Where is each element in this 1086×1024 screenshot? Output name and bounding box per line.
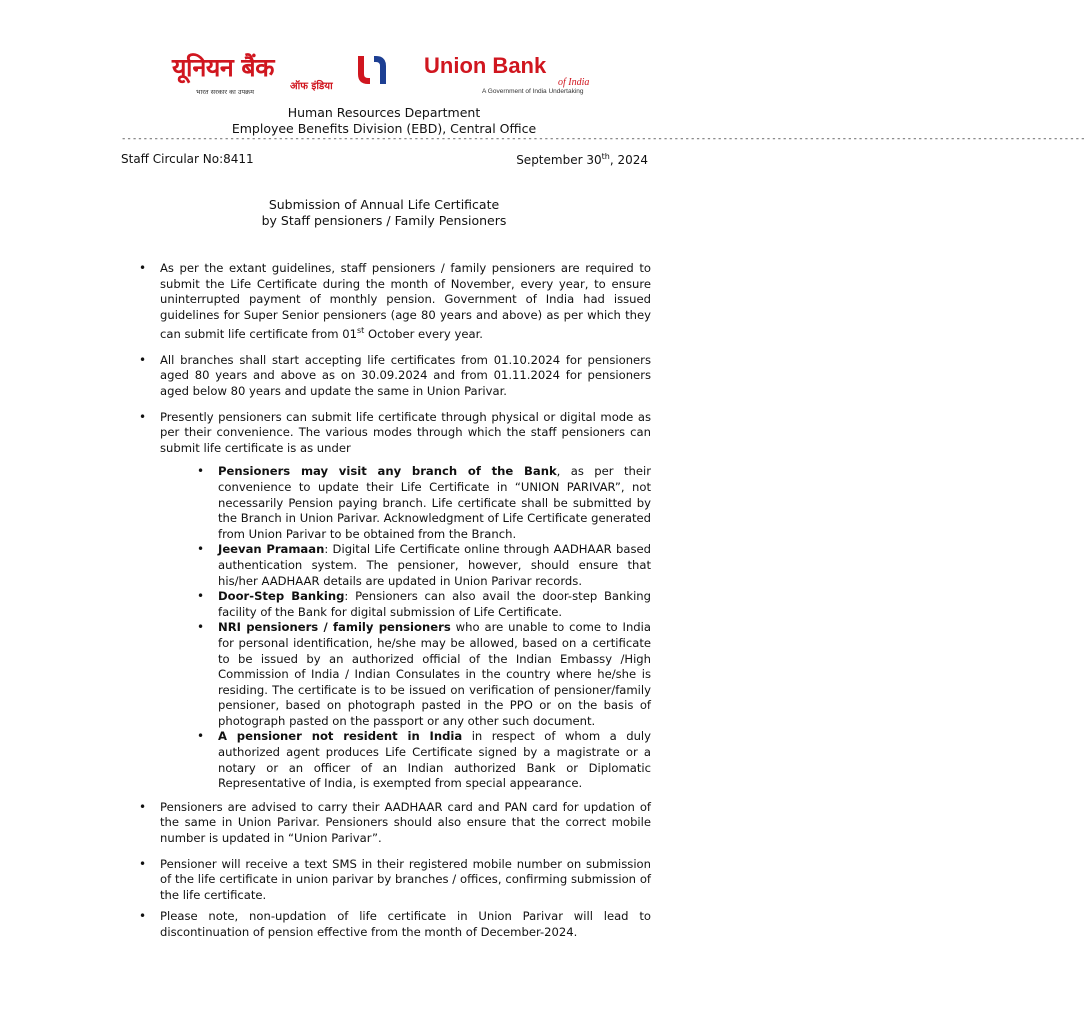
list-item xyxy=(139,410,651,792)
date-suffix: th xyxy=(601,152,610,161)
mode-item xyxy=(197,589,651,620)
mode-title: A pensioner not resident in India xyxy=(218,729,463,744)
bank-logo xyxy=(172,50,594,96)
logo-hindi-sub: ऑफ इंडिया xyxy=(290,81,333,92)
mode-text: : Pensioners can also avail the door-step Banking facility of the Bank for digital submission of Life Certificate. xyxy=(218,589,651,619)
mode-title: Door-Step Banking xyxy=(218,589,345,604)
point-1-text-end: October every year. xyxy=(364,327,483,342)
mode-title: Pensioners may visit any branch of the Bank xyxy=(218,464,557,479)
mode-text: , as per their convenience to update their Life Certificate in “UNION PARIVAR”, not necessarily Pension paying branch. Life certificate shall be submitted by the Branch in Union Parivar. Acknowledgment of Life Certificate generated from Union Parivar to be obtained from the Branch. xyxy=(218,464,651,541)
point-6-text: • Please note, non-updation of life certificate in Union Parivar will lead to discontinuation of pension effective from the month of December-2024. xyxy=(160,909,651,940)
list-item xyxy=(139,800,651,847)
circular-number xyxy=(121,152,254,166)
list-item xyxy=(139,857,651,904)
division-title: Employee Benefits Division (EBD), Central Office xyxy=(231,121,537,136)
subject-line-1: Submission of Annual Life Certificate xyxy=(268,197,500,212)
circular-body xyxy=(139,261,651,951)
mode-text: : Digital Life Certificate online through AADHAAR based authentication system. The pensioner, however, should ensure that his/her AADHAAR details are updated in Union Parivar records. xyxy=(218,542,652,588)
submission-modes-list xyxy=(139,464,651,791)
point-4-text: • Pensioners are advised to carry their AADHAAR card and PAN card for updation of the same in Union Parivar. Pensioners should also ensure that the correct mobile number is updated in “Union Parivar”. xyxy=(160,799,651,846)
mode-text: who are unable to come to India for personal identification, he/she may be allowed, based on a certificate to be issued by an authorized official of the Indian Embassy /High Commission of India / Indian Consulates in the country where he/she is residing. The certificate is to be issued on verification of pensioner/family pensioner, based on photograph pasted in the PPO or on the basis of photograph pasted on the passport or any other such document. xyxy=(218,620,651,728)
mode-item xyxy=(197,542,651,589)
point-5-text: • Pensioner will receive a text SMS in their registered mobile number on submission of the life certificate in union parivar by branches / offices, confirming submission of the life certificate. xyxy=(160,856,651,902)
logo-hindi-name: यूनियन बैंक xyxy=(172,53,274,82)
point-text xyxy=(160,261,651,343)
union-bank-emblem-icon xyxy=(352,52,392,88)
circular-date xyxy=(516,152,648,167)
subject-line-2: by Staff pensioners / Family Pensioners xyxy=(261,213,507,228)
mode-item xyxy=(197,464,651,542)
logo-english-tagline: A Government of India Undertaking xyxy=(482,88,584,95)
point-1-text: As per the extant guidelines, staff pensioners / family pensioners are required to submit the Life Certificate during the month of November, every year, to ensure uninterrupted payment of monthly pension. Government of India had issued guidelines for Super Senior pensioners (age 80 years and above) as per which they can submit life certificate from 01 xyxy=(160,261,651,342)
point-2-text: • All branches shall start accepting life certificates from 01.10.2024 for pensioners aged 80 years and above as on 30.09.2024 and from 01.11.2024 for pensioners aged below 80 years and update the same in Union Parivar. xyxy=(160,352,651,399)
logo-hindi-tagline: भारत सरकार का उपक्रम xyxy=(196,88,255,96)
mode-item xyxy=(197,729,651,791)
list-item xyxy=(139,353,651,400)
circular-number-value: 8411 xyxy=(223,152,254,166)
separator-line: ---------------------------------------------------------------------------------------------------------------------------------------------------------------------------------- xyxy=(121,134,1086,144)
mode-text: in respect of whom a duly authorized agent produces Life Certificate signed by a magistrate or a notary or an officer of an Indian authorized Bank or Diplomatic Representative of India, is exempted from special appearance. xyxy=(218,729,651,791)
mode-item xyxy=(197,620,651,729)
point-3-text: • Presently pensioners can submit life certificate through physical or digital mode as per their convenience. The various modes through which the staff pensioners can submit life certificate is as under xyxy=(160,409,651,455)
list-item xyxy=(139,909,651,940)
circular-label: Staff Circular No: xyxy=(121,152,224,166)
list-item xyxy=(139,261,651,343)
logo-english-sub: of India xyxy=(558,77,590,88)
point-1-sup: st xyxy=(356,326,365,336)
mode-title: Jeevan Pramaan xyxy=(218,542,325,557)
mode-title: NRI pensioners / family pensioners xyxy=(218,620,451,635)
date-prefix: September 30 xyxy=(516,153,602,167)
date-year: , 2024 xyxy=(609,153,648,167)
department-title: Human Resources Department xyxy=(287,105,481,120)
logo-english-name: Union Bank xyxy=(424,53,547,78)
